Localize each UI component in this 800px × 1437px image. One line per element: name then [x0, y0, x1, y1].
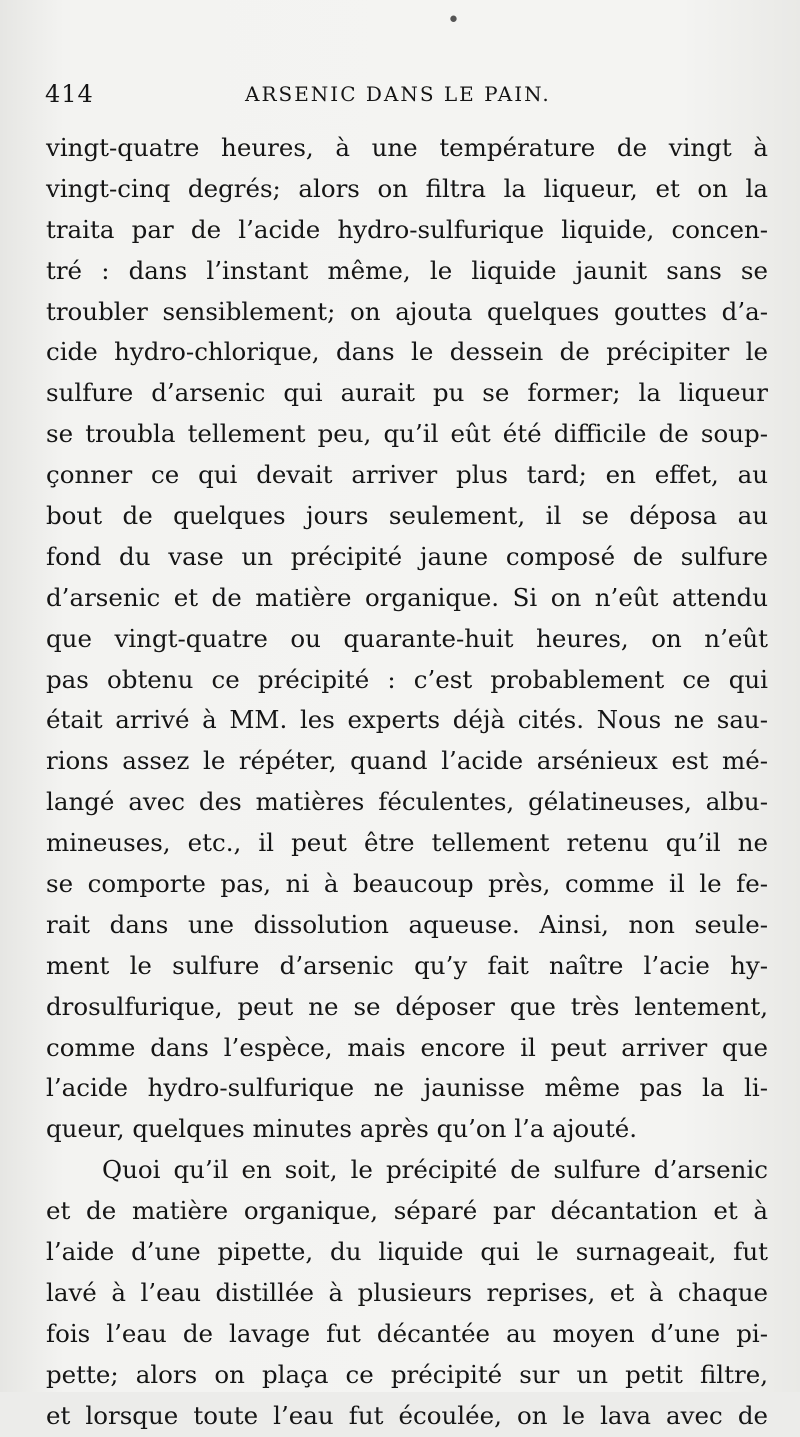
- text-line: traita par de l’acide hydro-sulfurique liquide, concen-: [46, 214, 768, 244]
- text-line: sulfure d’arsenic qui aurait pu se former; la liqueur: [46, 378, 768, 408]
- text-line: et lorsque toute l’eau fut écoulée, on le lava avec de: [46, 1400, 768, 1430]
- text-line: comme dans l’espèce, mais encore il peut arriver que: [46, 1032, 768, 1062]
- text-line: d’arsenic et de matière organique. Si on n’eût attendu: [46, 582, 768, 612]
- text-line: se troubla tellement peu, qu’il eût été difficile de soup-: [46, 419, 768, 449]
- body-text: [46, 128, 768, 1437]
- text-line: pette; alors on plaça ce précipité sur un petit filtre,: [46, 1359, 768, 1389]
- text-line: çonner ce qui devait arriver plus tard; en effet, au: [46, 460, 768, 490]
- text-line: l’acide hydro-sulfurique ne jaunisse même pas la li-: [46, 1073, 768, 1103]
- text-line: l’aide d’une pipette, du liquide qui le surnageait, fut: [46, 1237, 768, 1267]
- page-number: 414: [45, 80, 94, 108]
- text-line: rions assez le répéter, quand l’acide arsénieux est mé-: [46, 746, 768, 776]
- text-line: tré : dans l’instant même, le liquide jaunit sans se: [46, 255, 768, 285]
- paragraph-start-line: Quoi qu’il en soit, le précipité de sulfure d’arsenic: [102, 1155, 768, 1185]
- top-ink-mark: •: [447, 8, 460, 33]
- text-line: cide hydro-chlorique, dans le dessein de précipiter le: [46, 337, 768, 367]
- text-line: et de matière organique, séparé par décantation et à: [46, 1196, 768, 1226]
- running-title: ARSENIC DANS LE PAIN.: [245, 82, 551, 106]
- text-line: troubler sensiblement; on ajouta quelques gouttes d’a-: [46, 296, 768, 326]
- text-line: pas obtenu ce précipité : c’est probablement ce qui: [46, 664, 768, 694]
- text-line: était arrivé à MM. les experts déjà cités. Nous ne sau-: [46, 705, 768, 735]
- text-line: se comporte pas, ni à beaucoup près, comme il le fe-: [46, 869, 768, 899]
- text-line: langé avec des matières féculentes, gélatineuses, albu-: [46, 787, 768, 817]
- paragraph-end-line: queur, quelques minutes après qu’on l’a ajouté.: [46, 1114, 638, 1144]
- text-line: que vingt-quatre ou quarante-huit heures, on n’eût: [46, 623, 768, 653]
- text-line: mineuses, etc., il peut être tellement retenu qu’il ne: [46, 828, 768, 858]
- text-line: vingt-quatre heures, à une température de vingt à: [46, 133, 768, 162]
- page-header: [45, 80, 775, 116]
- text-line: fond du vase un précipité jaune composé de sulfure: [46, 541, 768, 571]
- text-line: rait dans une dissolution aqueuse. Ainsi, non seule-: [46, 909, 768, 939]
- text-line: vingt-cinq degrés; alors on filtra la liqueur, et on la: [46, 173, 768, 203]
- text-line: fois l’eau de lavage fut décantée au moyen d’une pi-: [46, 1318, 768, 1348]
- text-line: ment le sulfure d’arsenic qu’y fait naître l’acie hy-: [46, 950, 768, 980]
- text-line: bout de quelques jours seulement, il se déposa au: [46, 501, 768, 531]
- text-line: drosulfurique, peut ne se déposer que très lentement,: [46, 991, 768, 1021]
- text-line: lavé à l’eau distillée à plusieurs reprises, et à chaque: [46, 1277, 768, 1307]
